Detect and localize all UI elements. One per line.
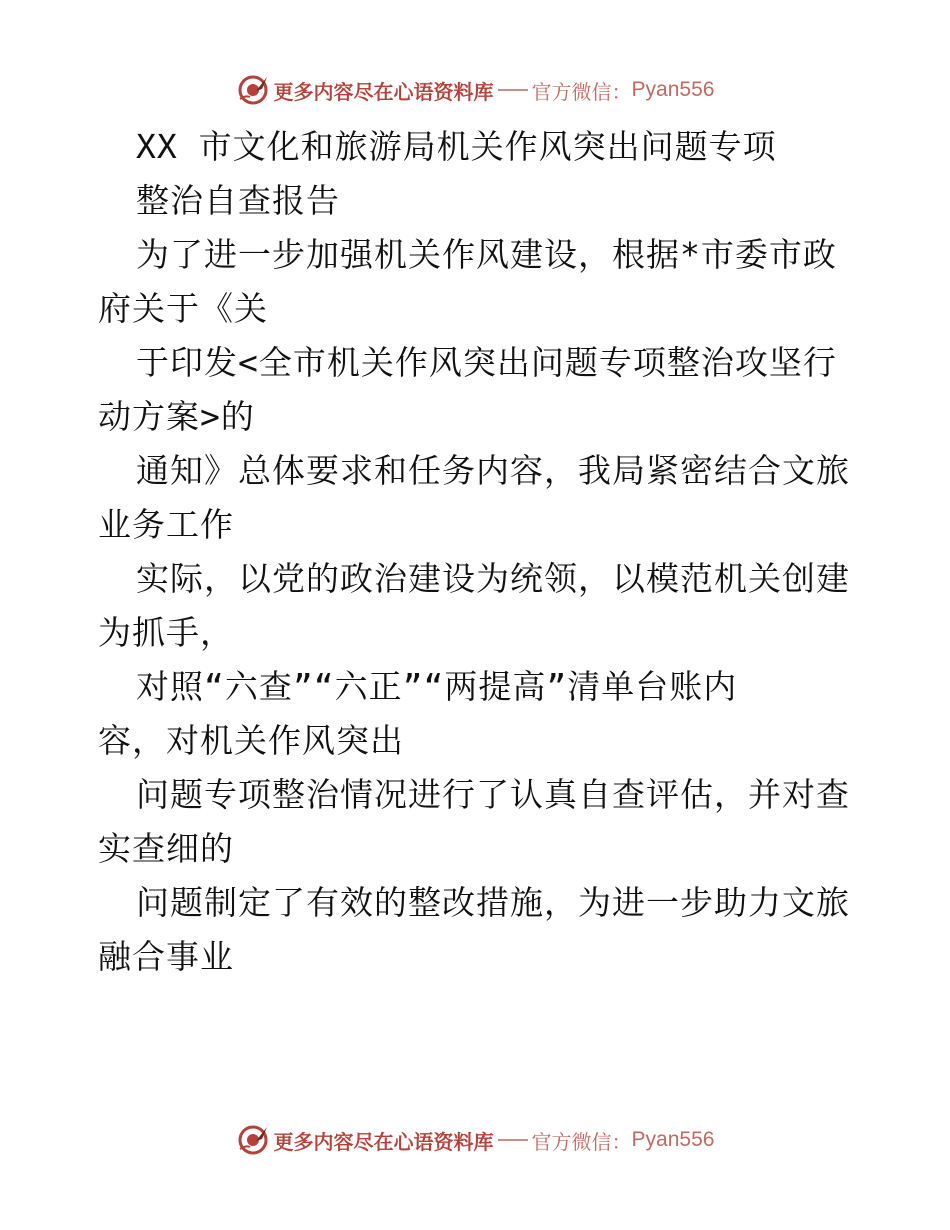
document-title-line-1: XX 市文化和旅游局机关作风突出问题专项 [136,127,777,166]
watermark-wechat-id: Pyan556 [631,1128,715,1151]
paragraph-line: 问题专项整治情况进行了认真自查评估，并对查 [136,775,850,814]
header-watermark [0,70,950,110]
paragraph-line: 为了进一步加强机关作风建设，根据*市委市政 [136,235,837,274]
quill-logo-icon [236,1123,270,1157]
paragraph-line: 业务工作 [98,505,234,544]
watermark-dash [498,1139,528,1141]
paragraph-line: 实查细的 [98,829,234,868]
paragraph-line: 问题制定了有效的整改措施，为进一步助力文旅 [136,883,850,922]
paragraph-line: 动方案>的 [98,397,255,436]
paragraph-line: 为抓手， [98,613,234,652]
paragraph-line: 容，对机关作风突出 [98,721,404,760]
paragraph-line: 实际，以党的政治建设为统领，以模范机关创建 [136,559,850,598]
watermark-dash [498,89,528,91]
paragraph-line: 融合事业 [98,937,234,976]
paragraph-line: 通知》总体要求和任务内容，我局紧密结合文旅 [136,451,850,490]
watermark-site-text: 更多内容尽在心语资料库 [273,1129,494,1154]
footer-watermark [0,1120,950,1160]
document-title-line-2: 整治自查报告 [136,181,340,220]
paragraph-line: 府关于《关 [98,289,268,328]
watermark-wechat-label: 官方微信： [531,79,632,104]
paragraph-line: 对照“六查”“六正”“两提高”清单台账内 [136,667,738,706]
paragraph-line: 于印发<全市机关作风突出问题专项整治攻坚行 [136,343,837,382]
watermark-wechat-id: Pyan556 [631,78,715,101]
document-body [98,120,858,984]
watermark-wechat-label: 官方微信： [531,1129,632,1154]
quill-logo-icon [236,73,270,107]
watermark-site-text: 更多内容尽在心语资料库 [273,79,494,104]
